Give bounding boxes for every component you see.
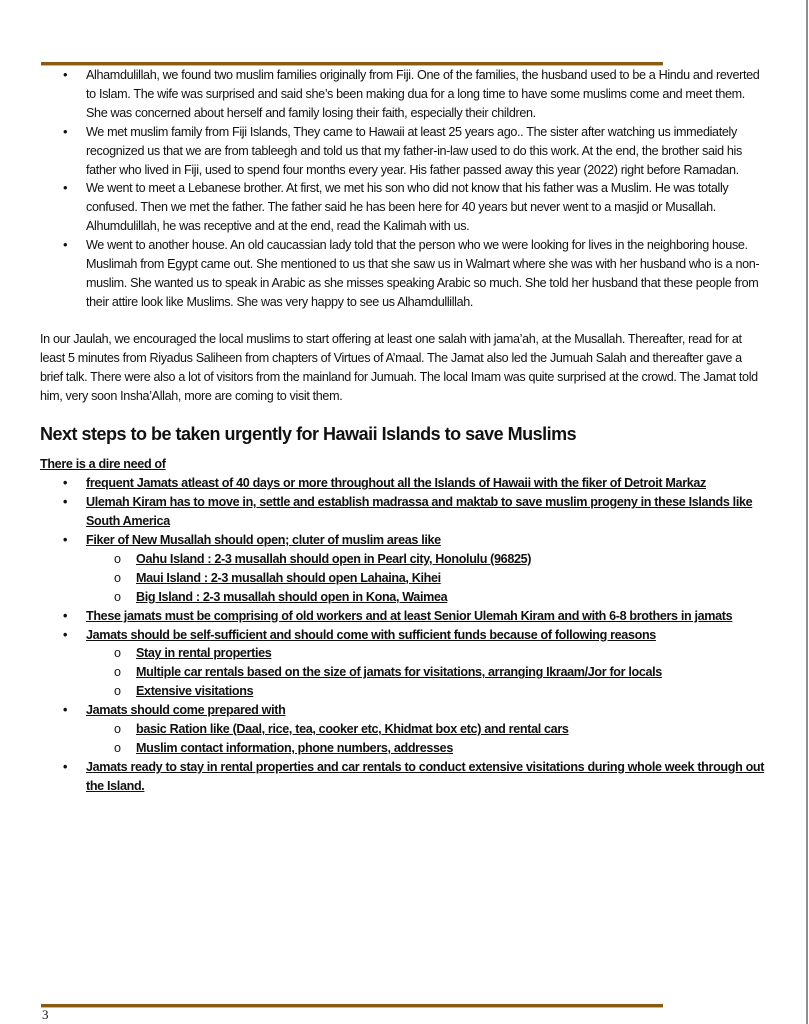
page-number: 3 (42, 1007, 49, 1022)
next-step-text: These jamats must be comprising of old workers and at least Senior Ulemah Kiram and with 6-8 brothers in jamats (86, 608, 733, 623)
sub-step-item: o Multiple car rentals based on the size of jamats for visitations, arranging Ikraam/Jor for locals (136, 663, 765, 682)
visit-note-item: • We went to meet a Lebanese brother. At first, we met his son who did not know that his father was a Muslim. He was totally confused. Then we met the father. The father said he has been here for 40 years but never went to a masjid or Musallah. Alhumdulillah, he was receptive and at the end, read the Kalimah with us. (86, 179, 765, 236)
next-step-item (86, 607, 765, 626)
next-step-text: Fiker of New Musallah should open; cluter of muslim areas like (86, 533, 441, 548)
next-steps-heading: Next steps to be taken urgently for Hawaii Islands to save Muslims (40, 424, 577, 445)
next-step-item (86, 474, 765, 493)
next-step-item (86, 493, 765, 531)
next-step-item (86, 758, 765, 796)
musallah-locations-list (86, 550, 765, 607)
dire-need-label: There is a dire need of (40, 457, 166, 472)
next-step-text: Ulemah Kiram has to move in, settle and establish madrassa and maktab to save muslim progeny in these Islands like South America (86, 495, 753, 529)
footer-rule (41, 1004, 663, 1008)
sub-step-item: o Muslim contact information, phone numbers, addresses (136, 739, 765, 758)
next-step-item (86, 531, 765, 607)
sub-step-item: o basic Ration like (Daal, rice, tea, cooker etc, Khidmat box etc) and rental cars (136, 720, 765, 739)
sub-step-item: o Oahu Island : 2-3 musallah should open in Pearl city, Honolulu (96825) (136, 550, 765, 569)
jaulah-paragraph: In our Jaulah, we encouraged the local muslims to start offering at least one salah with jama’ah, at the Musallah. Thereafter, read for at least 5 minutes from Riyadus Saliheen from chapters of Virtues of A’maal. The Jamat also led the Jumuah Salah and thereafter gave a brief talk. There were also a lot of visitors from the mainland for Jumuah. The local Imam was quite surprised at the crowd. The Jamat told him, very soon Insha’Allah, more are coming to visit them. (40, 331, 758, 403)
visit-notes-list (40, 66, 765, 312)
next-step-item (86, 626, 765, 702)
next-step-text: frequent Jamats atleast of 40 days or more throughout all the Islands of Hawaii with the fiker of Detroit Markaz (86, 476, 707, 491)
next-step-item (86, 701, 765, 758)
sub-step-item: o Extensive visitations (136, 682, 765, 701)
visit-note-item: • Alhamdulillah, we found two muslim families originally from Fiji. One of the families, the husband used to be a Hindu and reverted to Islam. The wife was surprised and said she’s been making dua for a long time to have some muslims come and meet them. She was concerned about herself and family losing their faith, especially their children. (86, 66, 765, 123)
page-content (40, 66, 765, 796)
sub-step-item: o Big Island : 2-3 musallah should open in Kona, Waimea (136, 588, 765, 607)
funding-reasons-list (86, 644, 765, 701)
visit-note-item: • We went to another house. An old caucassian lady told that the person who we were looking for lives in the neighboring house. Muslimah from Egypt came out. She mentioned to us that she saw us in Walmart where she was with her husband who is a non-muslim. She wanted us to speak in Arabic as she misses speaking Arabic so much. She told her husband that these people from their attire look like Muslims. She was very happy to see us Alhamdullillah. (86, 236, 765, 312)
next-steps-list (40, 474, 765, 795)
page-edge-border (806, 0, 808, 1024)
next-step-text: Jamats should come prepared with (86, 703, 286, 718)
visit-note-item: • We met muslim family from Fiji Islands, They came to Hawaii at least 25 years ago.. The sister after watching us immediately recognized us that we are from tableegh and told us that my father-in-law used to do this work. At the end, the brother said his father who lived in Fiji, used to spend four months every year. His father passed away this year (2022) right before Ramadan. (86, 123, 765, 180)
sub-step-item: o Maui Island : 2-3 musallah should open Lahaina, Kihei (136, 569, 765, 588)
next-step-text: Jamats ready to stay in rental properties and car rentals to conduct extensive visitations during whole week through out the Island. (86, 759, 765, 793)
preparation-list (86, 720, 765, 758)
next-step-text: Jamats should be self-sufficient and should come with sufficient funds because of following reasons (86, 627, 656, 642)
sub-step-item: o Stay in rental properties (136, 644, 765, 663)
